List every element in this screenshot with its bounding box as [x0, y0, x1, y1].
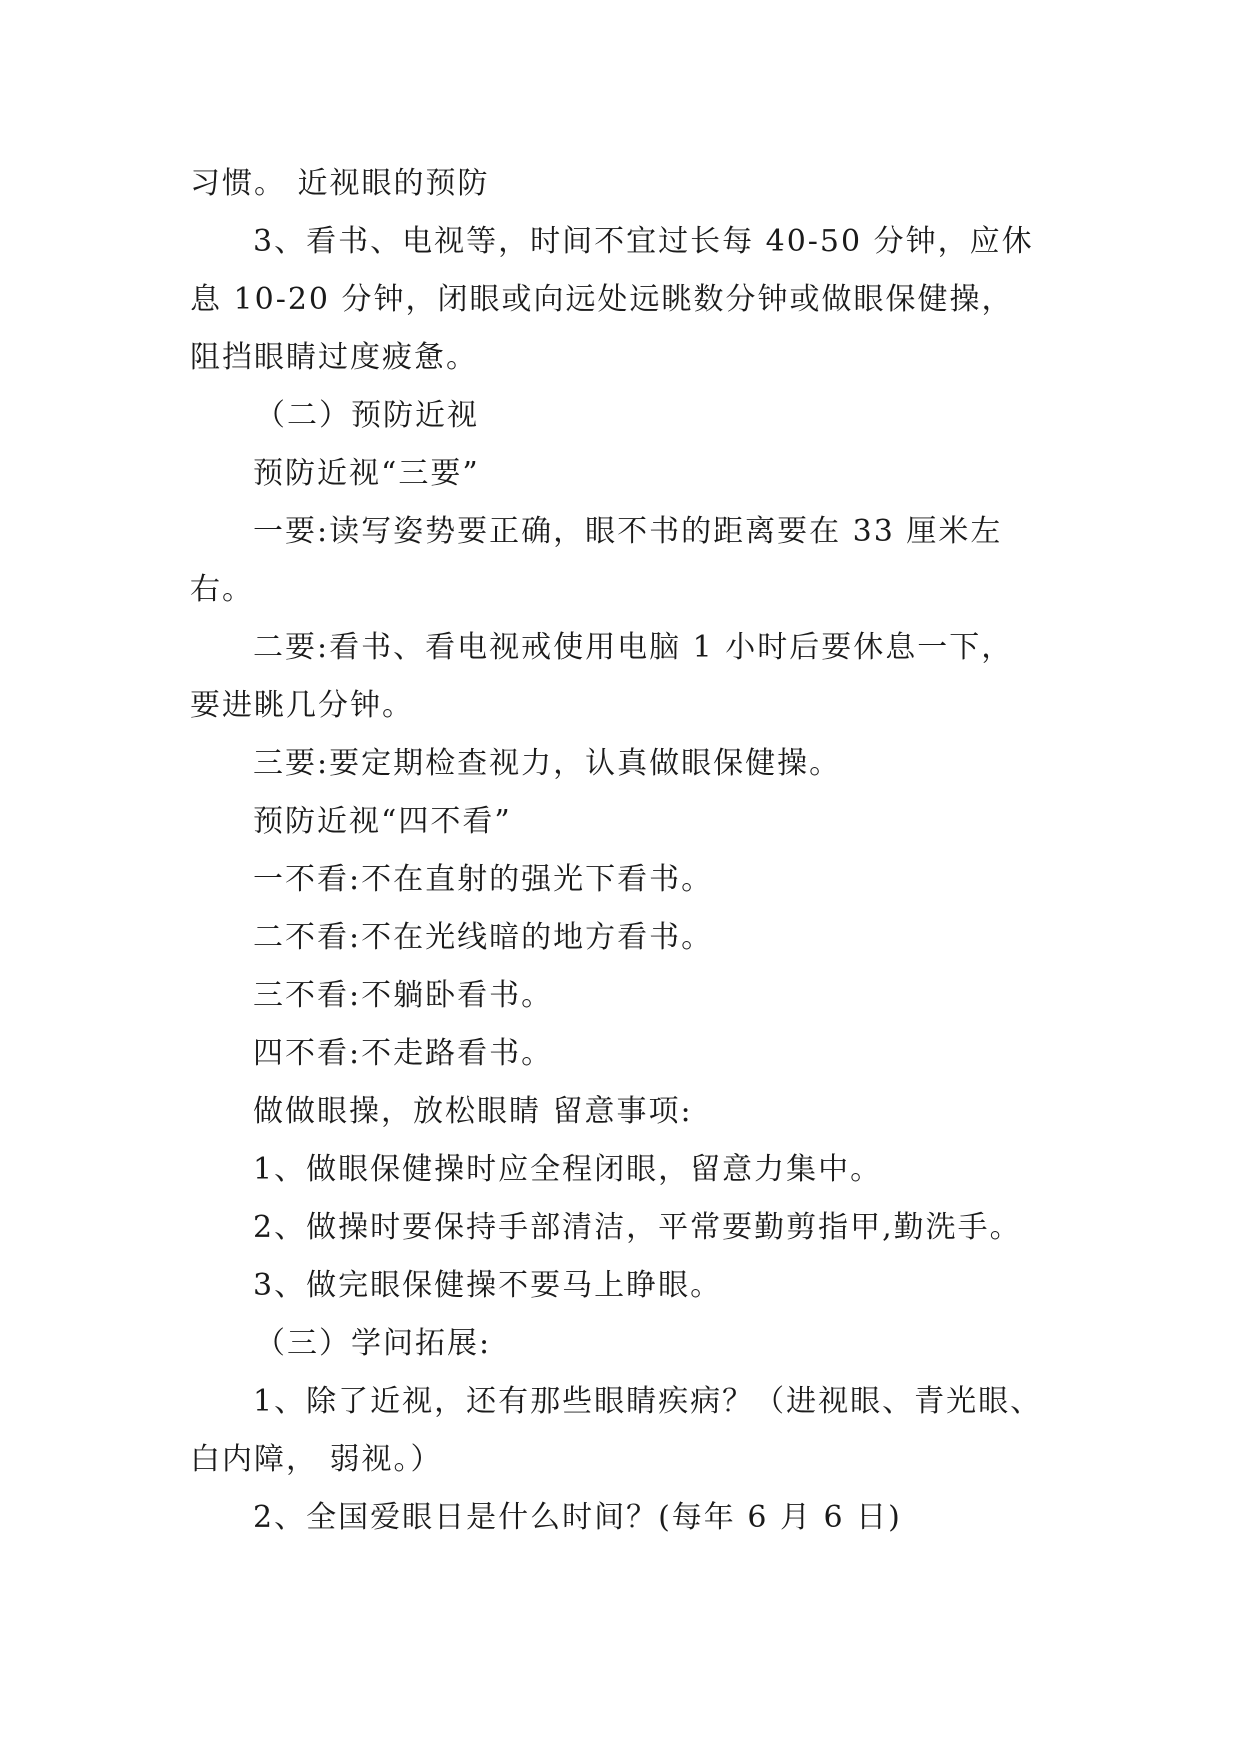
text-line: 三不看:不躺卧看书。	[253, 978, 554, 1013]
text-line: 白内障， 弱视。）	[190, 1442, 443, 1477]
text-line: 1、除了近视，还有那些眼睛疾病？（进视眼、青光眼、	[253, 1384, 1043, 1419]
text-line: 息 10-20 分钟，闭眼或向远处远眺数分钟或做眼保健操，	[190, 282, 1014, 317]
text-line: 3、做完眼保健操不要马上睁眼。	[253, 1268, 723, 1303]
text-line: 四不看:不走路看书。	[253, 1036, 554, 1071]
text-line: 2、全国爱眼日是什么时间？(每年 6 月 6 日)	[253, 1500, 902, 1535]
section-heading: （三）学问拓展:	[255, 1326, 492, 1361]
text-line: 阻挡眼睛过度疲惫。	[190, 340, 478, 375]
text-line: 三要:要定期检查视力，认真做眼保健操。	[253, 746, 842, 781]
subheading: 做做眼操，放松眼睛 留意事项:	[253, 1094, 693, 1129]
subheading: 预防近视“三要”	[253, 456, 480, 491]
section-heading: （二）预防近视	[255, 398, 479, 433]
text-line: 2、做操时要保持手部清洁，平常要勤剪指甲,勤洗手。	[253, 1210, 1022, 1245]
text-line: 习惯。 近视眼的预防	[190, 166, 490, 201]
text-line: 一要:读写姿势要正确，眼不书的距离要在 33 厘米左	[253, 514, 1003, 549]
text-line: 1、做眼保健操时应全程闭眼，留意力集中。	[253, 1152, 883, 1187]
subheading: 预防近视“四不看”	[253, 804, 512, 839]
text-line: 右。	[190, 572, 254, 607]
text-line: 要进眺几分钟。	[190, 688, 414, 723]
text-line: 二要:看书、看电视戒使用电脑 1 小时后要休息一下，	[253, 630, 1014, 665]
text-line: 3、看书、电视等，时间不宜过长每 40-50 分钟，应休	[253, 224, 1034, 259]
text-line: 二不看:不在光线暗的地方看书。	[253, 920, 714, 955]
text-line: 一不看:不在直射的强光下看书。	[253, 862, 714, 897]
